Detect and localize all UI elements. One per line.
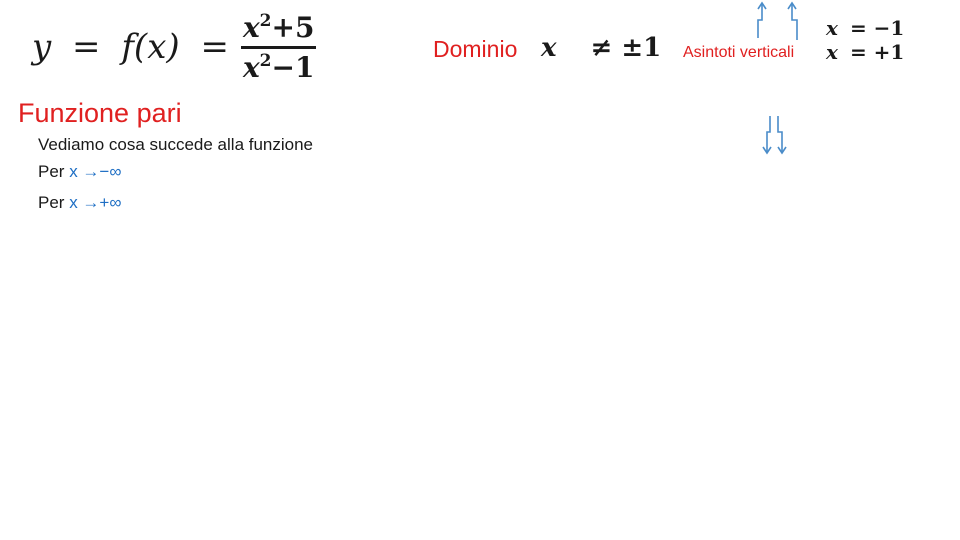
per-label-plus: Per bbox=[38, 193, 65, 212]
numerator-rest: +5 bbox=[271, 10, 315, 44]
equation-y: y bbox=[32, 27, 52, 67]
per-label-minus: Per bbox=[38, 162, 65, 181]
asymptote-2-var: x bbox=[826, 40, 838, 64]
equation-fx: f(x) bbox=[121, 27, 180, 67]
fraction-numerator bbox=[241, 10, 317, 44]
limit-minus-expr: x →−∞ bbox=[69, 162, 122, 181]
equation-fraction bbox=[241, 10, 317, 84]
asymptote-1-var: x bbox=[826, 16, 838, 40]
intro-text: Vediamo cosa succede alla funzione bbox=[38, 135, 314, 154]
fraction-bar bbox=[241, 46, 317, 49]
limit-plus-expr: x →+∞ bbox=[69, 193, 122, 212]
asymptotes-values bbox=[826, 16, 904, 64]
asymptote-arrows bbox=[750, 0, 810, 160]
domain-label: Dominio bbox=[433, 36, 518, 62]
numerator-exponent: 2 bbox=[259, 10, 272, 31]
domain-condition: ≠ ±1 bbox=[590, 33, 662, 63]
fraction-denominator bbox=[241, 50, 317, 84]
equation-equals-2: = bbox=[200, 27, 229, 67]
equation-lhs bbox=[32, 27, 229, 67]
arrow-down-left-icon bbox=[767, 116, 770, 152]
numerator-var: x bbox=[242, 10, 260, 44]
arrow-up-right-icon bbox=[792, 4, 797, 40]
arrow-down-right-icon bbox=[778, 116, 782, 152]
asymptote-line-1 bbox=[826, 16, 904, 40]
section-title: Funzione pari bbox=[18, 98, 182, 128]
asymptote-line-2 bbox=[826, 40, 904, 64]
asymptotes-label: Asintoti verticali bbox=[683, 44, 795, 61]
denominator-var: x bbox=[242, 50, 260, 84]
main-equation bbox=[32, 6, 316, 88]
equation-equals-1: = bbox=[72, 27, 101, 67]
denominator-exponent: 2 bbox=[259, 50, 272, 71]
limit-plus-line bbox=[38, 193, 121, 213]
limit-minus-line bbox=[38, 162, 121, 182]
domain-var: x bbox=[541, 33, 557, 63]
asymptote-2-value: = +1 bbox=[849, 40, 905, 64]
domain-expression bbox=[541, 33, 661, 63]
denominator-rest: −1 bbox=[271, 50, 315, 84]
asymptote-1-value: = −1 bbox=[849, 16, 905, 40]
